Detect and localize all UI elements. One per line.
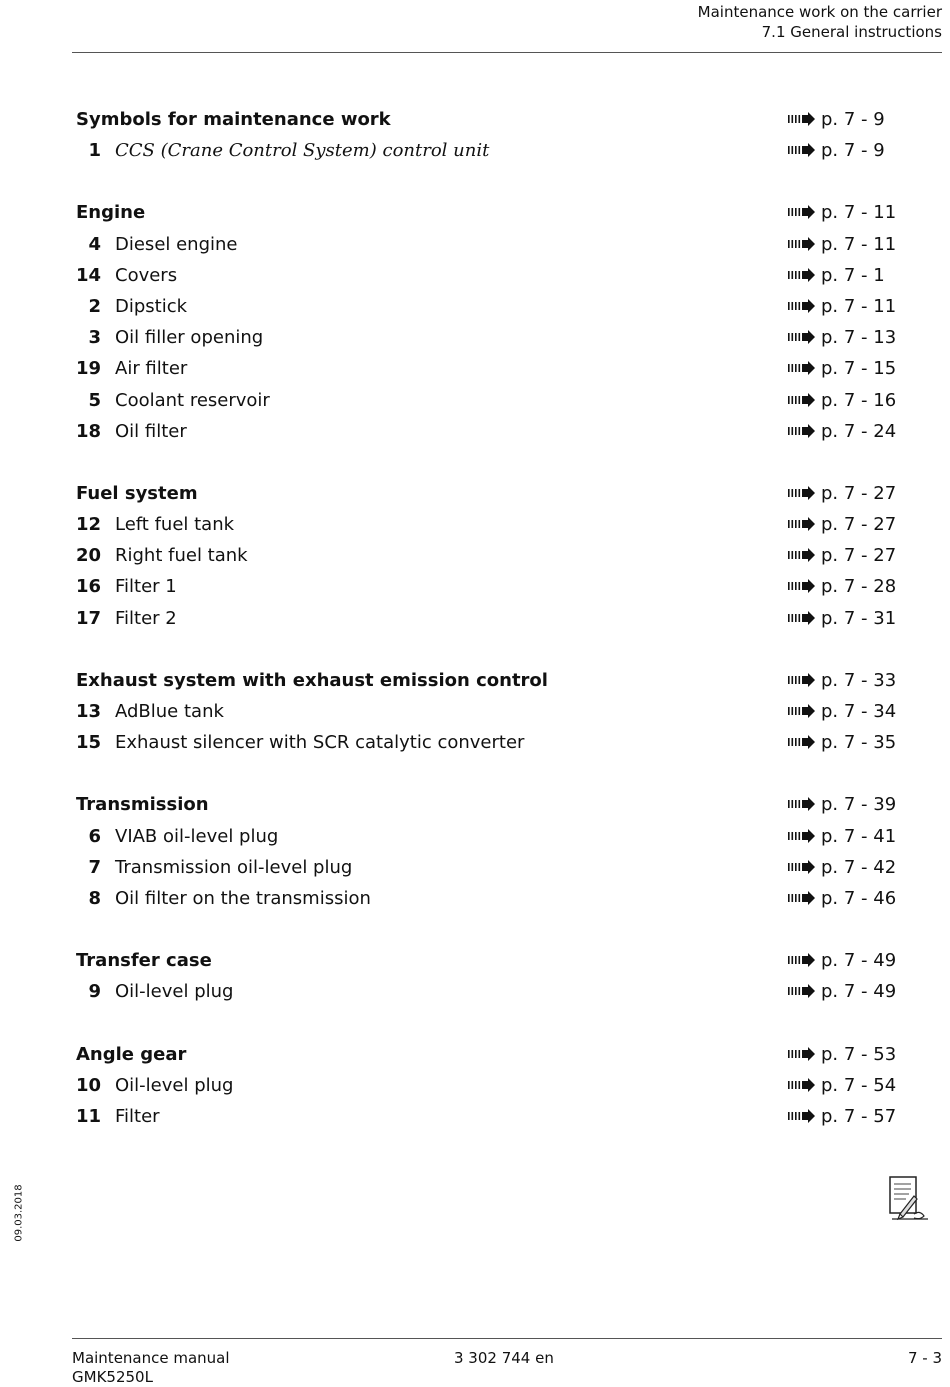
section-heading: Symbols for maintenance work	[76, 109, 391, 130]
item-label: Filter 2	[115, 607, 177, 629]
page-reference-arrow-icon	[788, 1109, 816, 1123]
page-reference[interactable]	[788, 852, 896, 883]
toc-item-row	[0, 571, 950, 602]
toc-item-row	[0, 322, 950, 353]
page-reference-arrow-icon	[788, 611, 816, 625]
section-heading-row	[0, 104, 950, 135]
page-reference[interactable]	[788, 945, 896, 976]
page-reference[interactable]	[788, 883, 896, 914]
page-reference[interactable]	[788, 821, 896, 852]
item-number: 18	[75, 420, 101, 442]
item-label: Coolant reservoir	[115, 389, 270, 411]
page-reference-text: p. 7 - 24	[821, 420, 897, 442]
item-number: 9	[88, 981, 101, 1003]
page-reference[interactable]	[788, 540, 896, 571]
page-header	[342, 2, 942, 42]
page-reference[interactable]	[788, 135, 885, 166]
page-reference-text: p. 7 - 1	[821, 264, 885, 286]
item-label: Transmission oil-level plug	[115, 856, 353, 878]
print-date: 09.03.2018	[13, 1184, 25, 1242]
table-of-contents	[0, 104, 950, 1163]
item-label: Exhaust silencer with SCR catalytic converter	[115, 732, 525, 754]
page-reference[interactable]	[788, 603, 896, 634]
page-reference-text: p. 7 - 41	[821, 825, 897, 847]
page-reference[interactable]	[788, 789, 896, 820]
item-label: Left fuel tank	[115, 514, 235, 536]
item-label: VIAB oil-level plug	[115, 825, 279, 847]
item-number: 6	[88, 825, 101, 847]
page-reference[interactable]	[788, 478, 896, 509]
item-number: 19	[75, 358, 101, 380]
page-reference-arrow-icon	[788, 517, 816, 531]
page-reference[interactable]	[788, 1101, 896, 1132]
section-heading-row	[0, 478, 950, 509]
item-number: 15	[75, 732, 101, 754]
footer-manual: Maintenance manual	[72, 1349, 230, 1367]
item-number: 17	[75, 607, 101, 629]
page-reference-text: p. 7 - 15	[821, 358, 897, 380]
header-divider	[72, 52, 942, 53]
section-heading-row	[0, 945, 950, 976]
toc-section	[0, 104, 950, 166]
page-reference[interactable]	[788, 1070, 896, 1101]
section-heading: Engine	[76, 202, 146, 224]
page-reference[interactable]	[788, 229, 896, 260]
page-reference-text: p. 7 - 49	[821, 950, 897, 972]
item-label: Oil filter	[115, 420, 187, 442]
footer-left	[72, 1349, 230, 1387]
page-reference-arrow-icon	[788, 984, 816, 998]
footer-model: GMK5250L	[72, 1368, 153, 1386]
item-number: 10	[75, 1074, 101, 1096]
page-reference-arrow-icon	[788, 268, 816, 282]
page-reference[interactable]	[788, 509, 896, 540]
toc-item-row	[0, 1101, 950, 1132]
page-reference-arrow-icon	[788, 829, 816, 843]
page-reference-text: p. 7 - 11	[821, 233, 897, 255]
toc-item-row	[0, 229, 950, 260]
section-heading-row	[0, 665, 950, 696]
item-label: AdBlue tank	[115, 701, 224, 722]
page-reference-arrow-icon	[788, 579, 816, 593]
toc-item-row	[0, 540, 950, 571]
item-number: 14	[75, 264, 101, 286]
item-label: Oil filter on the transmission	[115, 887, 371, 909]
item-label: Right fuel tank	[115, 545, 248, 567]
item-number: 3	[88, 327, 101, 349]
toc-item-row	[0, 1070, 950, 1101]
item-number: 4	[88, 233, 101, 255]
toc-item-row	[0, 727, 950, 758]
page-reference[interactable]	[788, 1039, 896, 1070]
page-reference[interactable]	[788, 291, 896, 322]
item-label: Diesel engine	[115, 233, 238, 255]
item-number: 11	[75, 1105, 101, 1127]
item-number: 8	[88, 887, 101, 909]
page-reference-arrow-icon	[788, 143, 816, 157]
page-reference-arrow-icon	[788, 112, 816, 126]
page-reference-text: p. 7 - 57	[821, 1105, 897, 1127]
item-label: Filter 1	[115, 576, 177, 598]
item-number: 16	[75, 576, 101, 598]
page-reference-text: p. 7 - 35	[821, 732, 897, 754]
toc-item-row	[0, 976, 950, 1007]
page-reference-arrow-icon	[788, 704, 816, 718]
item-number: 2	[88, 295, 101, 317]
page-reference-arrow-icon	[788, 424, 816, 438]
footer-page-number: 7 - 3	[907, 1349, 942, 1367]
toc-item-row	[0, 821, 950, 852]
page-reference-arrow-icon	[788, 361, 816, 375]
toc-section	[0, 945, 950, 1007]
page-reference-arrow-icon	[788, 548, 816, 562]
page-reference[interactable]	[788, 976, 896, 1007]
item-label: Air filter	[115, 358, 188, 380]
footer-divider	[72, 1338, 942, 1339]
section-heading-row	[0, 789, 950, 820]
item-number: 13	[75, 701, 101, 722]
item-label: CCS (Crane Control System) control unit	[115, 140, 490, 162]
section-heading: Transfer case	[76, 950, 212, 972]
page-reference-text: p. 7 - 54	[821, 1074, 897, 1096]
toc-section	[0, 665, 950, 759]
toc-item-row	[0, 291, 950, 322]
toc-item-row	[0, 696, 950, 727]
toc-item-row	[0, 135, 950, 166]
notes-icon	[884, 1174, 932, 1222]
page-reference-arrow-icon	[788, 735, 816, 749]
section-heading: Angle gear	[76, 1043, 187, 1065]
item-label: Oil-level plug	[115, 981, 234, 1003]
footer-doc-number: 3 302 744 en	[454, 1349, 554, 1367]
section-heading: Exhaust system with exhaust emission control	[76, 669, 548, 691]
toc-item-row	[0, 385, 950, 416]
page-reference[interactable]	[788, 727, 896, 758]
page-reference[interactable]	[788, 416, 896, 447]
page-reference-arrow-icon	[788, 673, 816, 687]
page-reference-arrow-icon	[788, 205, 816, 219]
item-number: 20	[75, 545, 101, 567]
item-number: 1	[88, 140, 101, 162]
page-reference[interactable]	[788, 197, 896, 228]
page-reference[interactable]	[788, 571, 896, 602]
page-reference-text: p. 7 - 31	[821, 607, 897, 629]
page-reference-text: p. 7 - 27	[821, 545, 897, 567]
page-reference[interactable]	[788, 260, 885, 291]
page-reference-arrow-icon	[788, 1047, 816, 1061]
page-reference[interactable]	[788, 696, 896, 727]
item-number: 7	[88, 856, 101, 878]
page-reference[interactable]	[788, 322, 896, 353]
section-heading-row	[0, 1039, 950, 1070]
page-reference-arrow-icon	[788, 1078, 816, 1092]
page-reference-text: p. 7 - 53	[821, 1043, 897, 1065]
page-reference-arrow-icon	[788, 393, 816, 407]
page-reference-text: p. 7 - 46	[821, 887, 897, 909]
page-reference[interactable]	[788, 104, 885, 135]
page-reference-text: p. 7 - 9	[821, 140, 885, 162]
section-heading: Transmission	[76, 794, 209, 816]
page-reference-text: p. 7 - 28	[821, 576, 897, 598]
toc-section	[0, 478, 950, 634]
page-reference-text: p. 7 - 9	[821, 109, 885, 130]
toc-item-row	[0, 260, 950, 291]
item-label: Filter	[115, 1105, 160, 1127]
page-reference-arrow-icon	[788, 953, 816, 967]
toc-section	[0, 789, 950, 914]
page-reference-text: p. 7 - 34	[821, 701, 897, 722]
page-reference-text: p. 7 - 39	[821, 794, 897, 816]
toc-item-row	[0, 353, 950, 384]
section-heading: Fuel system	[76, 482, 198, 504]
page-reference-text: p. 7 - 13	[821, 327, 897, 349]
page-reference-text: p. 7 - 16	[821, 389, 897, 411]
page-reference[interactable]	[788, 665, 896, 696]
toc-item-row	[0, 416, 950, 447]
page-reference-text: p. 7 - 27	[821, 514, 897, 536]
page-reference-text: p. 7 - 42	[821, 856, 897, 878]
toc-item-row	[0, 509, 950, 540]
toc-item-row	[0, 603, 950, 634]
item-label: Oil-level plug	[115, 1074, 234, 1096]
page-reference[interactable]	[788, 353, 896, 384]
item-number: 5	[88, 389, 101, 411]
toc-item-row	[0, 852, 950, 883]
page-reference-text: p. 7 - 11	[821, 202, 897, 224]
section-heading-row	[0, 197, 950, 228]
page-reference-arrow-icon	[788, 299, 816, 313]
item-number: 12	[75, 514, 101, 536]
page-reference-arrow-icon	[788, 330, 816, 344]
toc-item-row	[0, 883, 950, 914]
page-reference[interactable]	[788, 385, 896, 416]
header-chapter: Maintenance work on the carrier	[697, 3, 942, 21]
page-reference-arrow-icon	[788, 891, 816, 905]
page-reference-arrow-icon	[788, 237, 816, 251]
header-section: 7.1 General instructions	[761, 23, 942, 41]
page-reference-text: p. 7 - 11	[821, 295, 897, 317]
page-reference-text: p. 7 - 27	[821, 482, 897, 504]
item-label: Dipstick	[115, 295, 188, 317]
toc-section	[0, 197, 950, 447]
page-reference-text: p. 7 - 33	[821, 669, 897, 691]
page-reference-arrow-icon	[788, 797, 816, 811]
page-reference-arrow-icon	[788, 486, 816, 500]
page-reference-text: p. 7 - 49	[821, 981, 897, 1003]
item-label: Oil filler opening	[115, 327, 264, 349]
item-label: Covers	[115, 264, 178, 286]
toc-section	[0, 1039, 950, 1133]
page-reference-arrow-icon	[788, 860, 816, 874]
